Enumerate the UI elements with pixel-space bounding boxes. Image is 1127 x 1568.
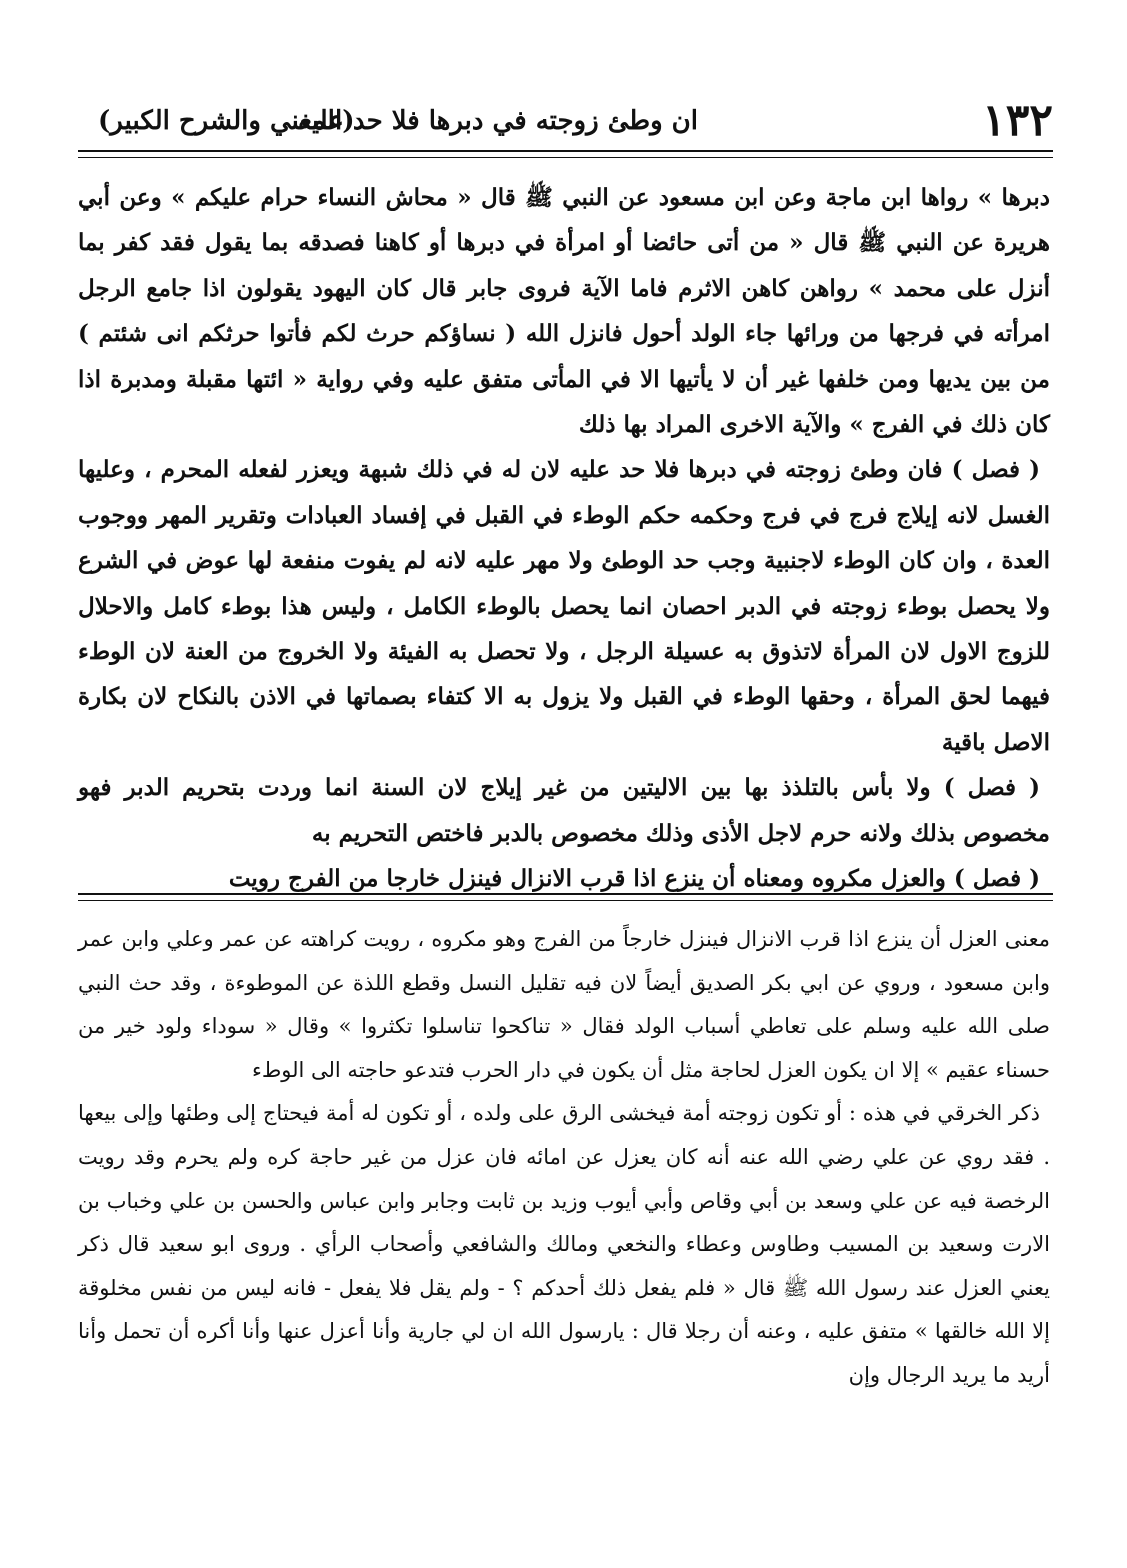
commentary-text [78,918,1050,1398]
page-header [78,96,1053,152]
main-text [78,175,1050,902]
main-paragraph: دبرها » رواها ابن ماجة وعن ابن مسعود عن النبي ﷺ قال « محاش النساء حرام عليكم » وعن أبي هريرة عن النبي ﷺ قال « من أتى حائضا أو امرأة في دبرها أو كاهنا فصدقه بما يقول فقد كفر بما أنزل على محمد » رواهن كاهن الاثرم فاما الآية فروى جابر قال كان اليهود يقولون اذا جامع الرجل امرأته في فرجها من ورائها جاء الولد أحول فانزل الله ( نساؤكم حرث لكم فأتوا حرثكم انى شئتم ) من بين يديها ومن خلفها غير أن لا يأتيها الا في المأتى متفق عليه وفي رواية « ائتها مقبلة ومدبرة اذا كان ذلك في الفرج » والآية الاخرى المراد بها ذلك [78,184,1050,439]
commentary-paragraph: ذكر الخرقي في هذه : أو تكون زوجته أمة فيخشى الرق على ولده ، أو تكون له أمة فيحتاج إلى وطئها وإلى بيعها . فقد روي عن علي رضي الله عنه أنه كان يعزل عن امائه فان عزل من غير حاجة كره ولم يحرم وقد رويت الرخصة فيه عن علي وسعد بن أبي وقاص وأبي أيوب وزيد بن ثابت وجابر وابن عباس والحسن بن علي وخباب بن الارت وسعيد بن المسيب وطاوس وعطاء والنخعي ومالك والشافعي وأصحاب الرأي . وروى ابو سعيد قال ذكر يعني العزل عند رسول الله ﷺ قال « فلم يفعل ذلك أحدكم ؟ - ولم يقل فلا يفعل - فانه ليس من نفس مخلوقة إلا الله خالقها » متفق عليه ، وعنه أن رجلا قال : يارسول الله ان لي جارية وأنا أعزل عنها وأنا أكره أن تحمل وأنا أريد ما يريد الرجال وإن [78,1101,1050,1387]
main-paragraph: ( فصل ) والعزل مكروه ومعناه أن ينزع اذا قرب الانزال فينزل خارجا من الفرج رويت [228,865,1040,893]
page-number: ١٣٢ [982,95,1053,146]
section-divider [78,893,1053,901]
book-title: (المغني والشرح الكبير) [98,106,355,136]
commentary-paragraph: معنى العزل أن ينزع اذا قرب الانزال فينزل خارجاً من الفرج وهو مكروه ، رويت كراهته عن عمر وعلي وابن عمر وابن مسعود ، وروي عن ابي بكر الصديق أيضاً لان فيه تقليل النسل وقطع اللذة عن الموطوءة ، وقد حث النبي صلى الله عليه وسلم على تعاطي أسباب الولد فقال « تناكحوا تناسلوا تكثروا » وقال « سوداء ولود خير من حسناء عقيم » إلا ان يكون العزل لحاجة مثل أن يكون في دار الحرب فتدعو حاجته الى الوطء [78,927,1050,1082]
header-rule [78,150,1053,158]
main-paragraph: ( فصل ) فان وطئ زوجته في دبرها فلا حد عليه لان له في ذلك شبهة ويعزر لفعله المحرم ، وعليها الغسل لانه إيلاج فرج في فرج وحكمه حكم الوطء في القبل في إفساد العبادات وتقرير المهر ووجوب العدة ، وان كان الوطء لاجنبية وجب حد الوطئ ولا مهر عليه لانه لم يفوت منفعة لها عوض في الشرع ولا يحصل بوطء زوجته في الدبر احصان انما يحصل بالوطء الكامل ، وليس هذا بوطء كامل والاحلال للزوج الاول لان المرأة لاتذوق به عسيلة الرجل ، ولا تحصل به الفيئة ولا الخروج من العنة لان الوطء فيهما لحق المرأة ، وحقها الوطء في القبل ولا يزول به الا كتفاء بصماتها في الاذن بالنكاح لان بكارة الاصل باقية [78,456,1050,756]
running-title: ان وطئ زوجته في دبرها فلا حد عليه [297,106,698,136]
main-paragraph: ( فصل ) ولا بأس بالتلذذ بها بين الاليتين من غير إيلاج لان السنة انما وردت بتحريم الدبر فهو مخصوص بذلك ولانه حرم لاجل الأذى وذلك مخصوص بالدبر فاختص التحريم به [78,774,1050,847]
